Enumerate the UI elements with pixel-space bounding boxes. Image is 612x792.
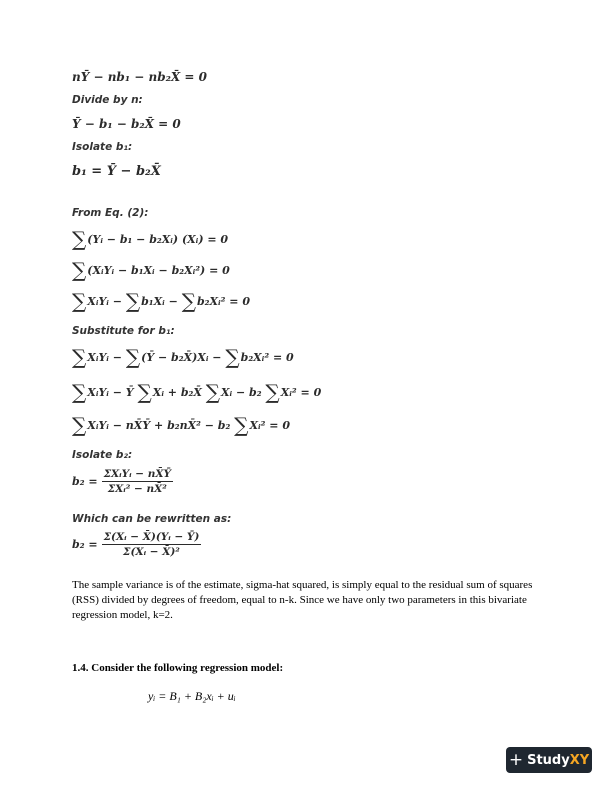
fraction (102, 468, 173, 495)
equation-part: XᵢYᵢ − nX̄Ȳ + b₂nX̄² − b₂ (87, 419, 231, 432)
fraction-lhs: b₂ = (72, 538, 98, 551)
label-substitute-b1: Substitute for b₁: (72, 325, 175, 337)
label-isolate-b1: Isolate b₁: (72, 141, 133, 153)
summation-symbol: ∑ (181, 289, 196, 313)
equation-part: (Ȳ − b₂X̄)Xᵢ − (141, 351, 222, 364)
plus-icon: + (508, 749, 524, 770)
summation-symbol: ∑ (72, 289, 87, 313)
equation-b2-deviation-form (72, 531, 201, 558)
logo-text-xy: XY (569, 752, 590, 768)
equation-part: b₁Xᵢ − (141, 295, 178, 308)
equation-substituted (72, 345, 294, 369)
equation-eq2-expanded-body: (XᵢYᵢ − b₁Xᵢ − b₂Xᵢ²) = 0 (87, 264, 230, 277)
equation-distributed (72, 380, 321, 404)
fraction-denominator: ΣXᵢ² − nX̄² (107, 483, 167, 495)
equation-b2-fraction (72, 468, 173, 495)
equation-part: Xᵢ − b₂ (221, 386, 262, 399)
fraction (102, 531, 202, 558)
equation-part: XᵢYᵢ − (87, 351, 122, 364)
studyxy-logo (506, 747, 592, 773)
label-rewritten: Which can be rewritten as: (72, 513, 232, 525)
equation-normal-1: nȲ − nb₁ − nb₂X̄ = 0 (72, 70, 207, 84)
equation-part: b₂Xᵢ² = 0 (196, 295, 250, 308)
equation-part: Xᵢ + b₂X̄ (152, 386, 202, 399)
summation-symbol: ∑ (205, 380, 221, 404)
label-from-eq2: From Eq. (2): (72, 207, 149, 219)
equation-eq2-sum-body: (Yᵢ − b₁ − b₂Xᵢ) (Xᵢ) = 0 (87, 233, 229, 246)
body-paragraph: The sample variance is of the estimate, sigma-hat squared, is simply equal to the residual sum of squares (RSS) divided by degrees of freedom, equal to n-k. Since we have only two parameters in this bivariate regression model, k=2. (72, 579, 533, 621)
section-heading: 1.4. Consider the following regression model: (72, 662, 284, 674)
fraction-lhs: b₂ = (72, 475, 98, 488)
fraction-numerator: ΣXᵢYᵢ − nX̄Ȳ (103, 468, 172, 480)
equation-part: Xᵢ² = 0 (280, 386, 322, 399)
summation-symbol: ∑ (225, 345, 240, 369)
fraction-numerator: Σ(Xᵢ − X̄)(Yᵢ − Ȳ) (103, 531, 200, 543)
equation-eq2-sum (72, 227, 228, 251)
summation-symbol: ∑ (72, 380, 87, 404)
summation-symbol: ∑ (137, 380, 152, 404)
summation-symbol: ∑ (72, 227, 87, 251)
summation-symbol: ∑ (265, 380, 280, 404)
summation-symbol: ∑ (125, 289, 141, 313)
equation-part: b₂Xᵢ² = 0 (240, 351, 294, 364)
equation-eq2-expanded (72, 258, 230, 282)
label-divide-by-n: Divide by n: (72, 94, 143, 106)
summation-symbol: ∑ (125, 345, 141, 369)
summation-symbol: ∑ (72, 258, 87, 282)
label-isolate-b2: Isolate b₂: (72, 449, 133, 461)
fraction-denominator: Σ(Xᵢ − X̄)² (123, 546, 180, 558)
logo-text-study: Study (527, 752, 570, 768)
equation-part: Xᵢ² = 0 (249, 419, 290, 432)
equation-part: XᵢYᵢ − Ȳ (87, 386, 134, 399)
equation-simplified (72, 413, 290, 437)
summation-symbol: ∑ (72, 413, 87, 437)
equation-eq2-split (72, 289, 250, 313)
equation-b1-result: b₁ = Ȳ − b₂X̄ (72, 164, 161, 179)
equation-part: XᵢYᵢ − (87, 295, 122, 308)
summation-symbol: ∑ (72, 345, 87, 369)
regression-model-equation: yᵢ = B₁ + B₂xᵢ + uᵢ (148, 689, 236, 703)
summation-symbol: ∑ (234, 413, 249, 437)
equation-divided: Ȳ − b₁ − b₂X̄ = 0 (72, 117, 181, 131)
